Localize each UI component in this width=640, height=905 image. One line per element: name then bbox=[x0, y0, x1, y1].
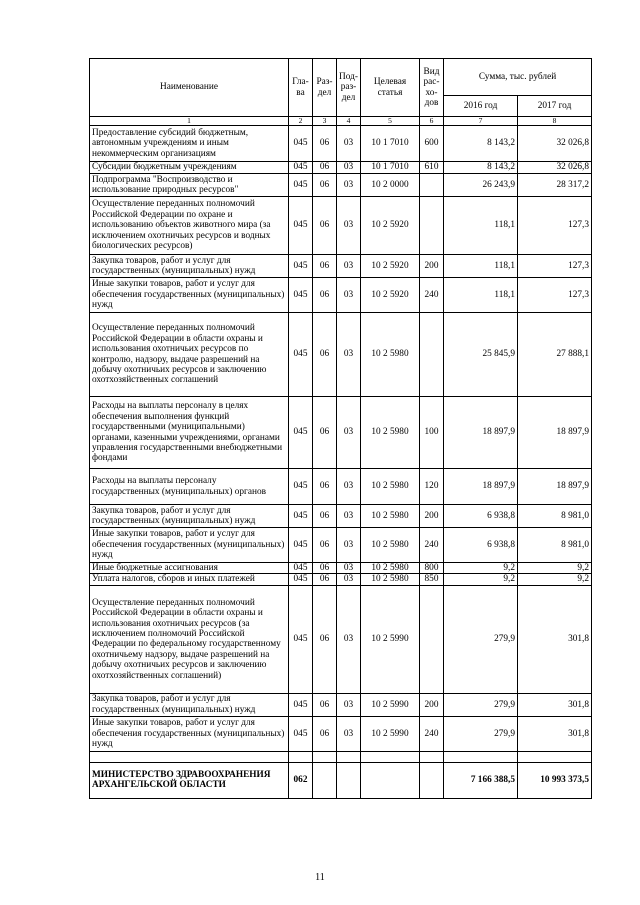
row-podrazdel: 03 bbox=[337, 278, 361, 313]
header-name: Наименование bbox=[90, 59, 289, 117]
spacer-cell bbox=[518, 751, 592, 762]
row-razdel: 06 bbox=[313, 585, 337, 693]
spacer-cell bbox=[337, 751, 361, 762]
table-row bbox=[90, 162, 592, 174]
row-sum-2017: 9,2 bbox=[518, 574, 592, 585]
row-vid bbox=[420, 313, 444, 397]
table-row bbox=[90, 574, 592, 585]
row-name: Осуществление переданных полномочий Российской Федерации по охране и использованию объектов животного мира (за исключением охотничьих ресурсов и водных биологических ресурсов) bbox=[90, 197, 289, 255]
row-sum-2017: 9,2 bbox=[518, 563, 592, 574]
row-target: 10 2 5980 bbox=[361, 313, 420, 397]
row-name: Иные закупки товаров, работ и услуг для обеспечения государственных (муниципальных) нужд bbox=[90, 528, 289, 563]
row-target: 10 2 5990 bbox=[361, 585, 420, 693]
row-name: Расходы на выплаты персоналу государственных (муниципальных) органов bbox=[90, 469, 289, 505]
row-sum-2017: 127,3 bbox=[518, 278, 592, 313]
row-sum-2017: 28 317,2 bbox=[518, 174, 592, 197]
row-name: Иные закупки товаров, работ и услуг для обеспечения государственных (муниципальных) нужд bbox=[90, 716, 289, 751]
ministry-vid bbox=[420, 762, 444, 798]
row-sum-2017: 301,8 bbox=[518, 716, 592, 751]
ministry-name: МИНИСТЕРСТВО ЗДРАВООХРАНЕНИЯ АРХАНГЕЛЬСКОЙ ОБЛАСТИ bbox=[90, 762, 289, 798]
col-number: 5 bbox=[361, 117, 420, 126]
row-glava: 045 bbox=[289, 162, 313, 174]
row-podrazdel: 03 bbox=[337, 693, 361, 716]
row-target: 10 2 5980 bbox=[361, 563, 420, 574]
row-name: Закупка товаров, работ и услуг для государственных (муниципальных) нужд bbox=[90, 693, 289, 716]
row-glava: 045 bbox=[289, 197, 313, 255]
ministry-razdel bbox=[313, 762, 337, 798]
row-target: 10 2 5980 bbox=[361, 574, 420, 585]
row-name: Иные закупки товаров, работ и услуг для обеспечения государственных (муниципальных) нужд bbox=[90, 278, 289, 313]
row-podrazdel: 03 bbox=[337, 174, 361, 197]
row-sum-2017: 18 897,9 bbox=[518, 397, 592, 469]
row-sum-2016: 9,2 bbox=[444, 563, 518, 574]
row-name: Предоставление субсидий бюджетным, автономным учреждениям и иным некоммерческим организациям bbox=[90, 126, 289, 162]
budget-table bbox=[89, 58, 592, 799]
spacer-cell bbox=[90, 751, 289, 762]
row-target: 10 2 5920 bbox=[361, 278, 420, 313]
ministry-glava: 062 bbox=[289, 762, 313, 798]
row-vid bbox=[420, 585, 444, 693]
row-sum-2017: 301,8 bbox=[518, 585, 592, 693]
row-podrazdel: 03 bbox=[337, 469, 361, 505]
row-podrazdel: 03 bbox=[337, 313, 361, 397]
row-target: 10 2 0000 bbox=[361, 174, 420, 197]
page-number: 11 bbox=[315, 872, 325, 883]
header-vid: Вид рас- хо- дов bbox=[420, 59, 444, 117]
row-name: Субсидии бюджетным учреждениям bbox=[90, 162, 289, 174]
table-row bbox=[90, 278, 592, 313]
col-number: 2 bbox=[289, 117, 313, 126]
row-glava: 045 bbox=[289, 505, 313, 528]
row-razdel: 06 bbox=[313, 574, 337, 585]
col-number: 8 bbox=[518, 117, 592, 126]
row-razdel: 06 bbox=[313, 563, 337, 574]
header-glava: Гла- ва bbox=[289, 59, 313, 117]
row-sum-2016: 118,1 bbox=[444, 278, 518, 313]
row-razdel: 06 bbox=[313, 505, 337, 528]
row-sum-2017: 127,3 bbox=[518, 197, 592, 255]
row-podrazdel: 03 bbox=[337, 563, 361, 574]
table-row bbox=[90, 469, 592, 505]
row-razdel: 06 bbox=[313, 162, 337, 174]
ministry-sum-2016: 7 166 388,5 bbox=[444, 762, 518, 798]
row-podrazdel: 03 bbox=[337, 574, 361, 585]
row-sum-2016: 279,9 bbox=[444, 585, 518, 693]
row-vid: 200 bbox=[420, 505, 444, 528]
row-sum-2016: 9,2 bbox=[444, 574, 518, 585]
table-row bbox=[90, 255, 592, 278]
row-glava: 045 bbox=[289, 174, 313, 197]
table-row bbox=[90, 313, 592, 397]
spacer-cell bbox=[420, 751, 444, 762]
row-sum-2017: 32 026,8 bbox=[518, 162, 592, 174]
row-podrazdel: 03 bbox=[337, 397, 361, 469]
row-glava: 045 bbox=[289, 126, 313, 162]
row-vid: 800 bbox=[420, 563, 444, 574]
column-numbers-row bbox=[90, 117, 592, 126]
table-row bbox=[90, 528, 592, 563]
row-sum-2016: 26 243,9 bbox=[444, 174, 518, 197]
header-podrazdel: Под- раз- дел bbox=[337, 59, 361, 117]
row-vid: 610 bbox=[420, 162, 444, 174]
row-sum-2016: 25 845,9 bbox=[444, 313, 518, 397]
row-glava: 045 bbox=[289, 469, 313, 505]
row-sum-2017: 127,3 bbox=[518, 255, 592, 278]
row-glava: 045 bbox=[289, 574, 313, 585]
row-razdel: 06 bbox=[313, 174, 337, 197]
row-sum-2016: 118,1 bbox=[444, 255, 518, 278]
row-target: 10 1 7010 bbox=[361, 162, 420, 174]
row-glava: 045 bbox=[289, 693, 313, 716]
table-row bbox=[90, 563, 592, 574]
header-target: Целевая статья bbox=[361, 59, 420, 117]
row-vid: 200 bbox=[420, 693, 444, 716]
spacer-cell bbox=[361, 751, 420, 762]
row-podrazdel: 03 bbox=[337, 255, 361, 278]
spacer-row bbox=[90, 751, 592, 762]
row-name: Закупка товаров, работ и услуг для государственных (муниципальных) нужд bbox=[90, 255, 289, 278]
table-row bbox=[90, 126, 592, 162]
table-row bbox=[90, 397, 592, 469]
row-vid: 100 bbox=[420, 397, 444, 469]
header-razdel: Раз- дел bbox=[313, 59, 337, 117]
row-podrazdel: 03 bbox=[337, 585, 361, 693]
ministry-podrazdel bbox=[337, 762, 361, 798]
row-sum-2016: 8 143,2 bbox=[444, 162, 518, 174]
row-target: 10 2 5920 bbox=[361, 255, 420, 278]
row-glava: 045 bbox=[289, 716, 313, 751]
row-glava: 045 bbox=[289, 397, 313, 469]
table-row bbox=[90, 505, 592, 528]
row-sum-2016: 118,1 bbox=[444, 197, 518, 255]
row-target: 10 2 5980 bbox=[361, 505, 420, 528]
header-sum: Сумма, тыс. рублей bbox=[444, 59, 592, 96]
row-razdel: 06 bbox=[313, 693, 337, 716]
row-sum-2017: 32 026,8 bbox=[518, 126, 592, 162]
row-name: Расходы на выплаты персоналу в целях обеспечения выполнения функций государственными (муниципальными) органами, казенными учреждениями, органами управления государственными внебюджетными фондами bbox=[90, 397, 289, 469]
table-row bbox=[90, 174, 592, 197]
table-row bbox=[90, 716, 592, 751]
table-row bbox=[90, 197, 592, 255]
header-2017: 2017 год bbox=[518, 96, 592, 117]
table-row bbox=[90, 693, 592, 716]
row-target: 10 2 5990 bbox=[361, 693, 420, 716]
row-podrazdel: 03 bbox=[337, 126, 361, 162]
row-razdel: 06 bbox=[313, 197, 337, 255]
row-target: 10 2 5980 bbox=[361, 469, 420, 505]
col-number: 1 bbox=[90, 117, 289, 126]
row-podrazdel: 03 bbox=[337, 197, 361, 255]
row-sum-2017: 301,8 bbox=[518, 693, 592, 716]
row-razdel: 06 bbox=[313, 528, 337, 563]
row-sum-2016: 279,9 bbox=[444, 716, 518, 751]
ministry-row bbox=[90, 762, 592, 798]
row-glava: 045 bbox=[289, 255, 313, 278]
row-target: 10 2 5980 bbox=[361, 397, 420, 469]
row-vid: 120 bbox=[420, 469, 444, 505]
row-podrazdel: 03 bbox=[337, 716, 361, 751]
row-target: 10 2 5980 bbox=[361, 528, 420, 563]
row-target: 10 1 7010 bbox=[361, 126, 420, 162]
row-vid: 240 bbox=[420, 528, 444, 563]
table-body bbox=[90, 117, 592, 799]
spacer-cell bbox=[444, 751, 518, 762]
row-razdel: 06 bbox=[313, 716, 337, 751]
row-sum-2017: 8 981,0 bbox=[518, 505, 592, 528]
row-razdel: 06 bbox=[313, 469, 337, 505]
spacer-cell bbox=[313, 751, 337, 762]
row-razdel: 06 bbox=[313, 278, 337, 313]
row-vid bbox=[420, 174, 444, 197]
row-sum-2016: 6 938,8 bbox=[444, 505, 518, 528]
row-razdel: 06 bbox=[313, 126, 337, 162]
row-target: 10 2 5990 bbox=[361, 716, 420, 751]
row-vid: 600 bbox=[420, 126, 444, 162]
row-name: Закупка товаров, работ и услуг для государственных (муниципальных) нужд bbox=[90, 505, 289, 528]
row-vid bbox=[420, 197, 444, 255]
row-razdel: 06 bbox=[313, 397, 337, 469]
row-glava: 045 bbox=[289, 585, 313, 693]
row-target: 10 2 5920 bbox=[361, 197, 420, 255]
row-glava: 045 bbox=[289, 563, 313, 574]
col-number: 6 bbox=[420, 117, 444, 126]
row-vid: 240 bbox=[420, 716, 444, 751]
col-number: 7 bbox=[444, 117, 518, 126]
row-name: Иные бюджетные ассигнования bbox=[90, 563, 289, 574]
row-sum-2016: 6 938,8 bbox=[444, 528, 518, 563]
row-vid: 240 bbox=[420, 278, 444, 313]
row-podrazdel: 03 bbox=[337, 162, 361, 174]
row-razdel: 06 bbox=[313, 255, 337, 278]
row-glava: 045 bbox=[289, 528, 313, 563]
spacer-cell bbox=[289, 751, 313, 762]
row-sum-2016: 18 897,9 bbox=[444, 469, 518, 505]
ministry-target bbox=[361, 762, 420, 798]
row-vid: 200 bbox=[420, 255, 444, 278]
row-sum-2016: 18 897,9 bbox=[444, 397, 518, 469]
row-name: Подпрограмма "Воспроизводство и использование природных ресурсов" bbox=[90, 174, 289, 197]
row-sum-2016: 279,9 bbox=[444, 693, 518, 716]
ministry-sum-2017: 10 993 373,5 bbox=[518, 762, 592, 798]
row-sum-2016: 8 143,2 bbox=[444, 126, 518, 162]
row-glava: 045 bbox=[289, 313, 313, 397]
header-2016: 2016 год bbox=[444, 96, 518, 117]
row-razdel: 06 bbox=[313, 313, 337, 397]
col-number: 3 bbox=[313, 117, 337, 126]
row-name: Уплата налогов, сборов и иных платежей bbox=[90, 574, 289, 585]
col-number: 4 bbox=[337, 117, 361, 126]
row-name: Осуществление переданных полномочий Российской Федерации в области охраны и использования охотничьих ресурсов (за исключением полномочий Российской Федерации по федеральному государственному охотничьему надзору, выдаче разрешений на добычу охотничьих ресурсов и заключению охотхозяйственных соглашений) bbox=[90, 585, 289, 693]
row-sum-2017: 27 888,1 bbox=[518, 313, 592, 397]
row-name: Осуществление переданных полномочий Российской Федерации в области охраны и использования охотничьих ресурсов по контролю, надзору, выдаче разрешений на добычу охотничьих ресурсов и заключению охотхозяйственных соглашений bbox=[90, 313, 289, 397]
budget-table-sheet bbox=[89, 58, 591, 799]
table-row bbox=[90, 585, 592, 693]
row-sum-2017: 18 897,9 bbox=[518, 469, 592, 505]
row-podrazdel: 03 bbox=[337, 528, 361, 563]
row-glava: 045 bbox=[289, 278, 313, 313]
row-sum-2017: 8 981,0 bbox=[518, 528, 592, 563]
row-vid: 850 bbox=[420, 574, 444, 585]
row-podrazdel: 03 bbox=[337, 505, 361, 528]
